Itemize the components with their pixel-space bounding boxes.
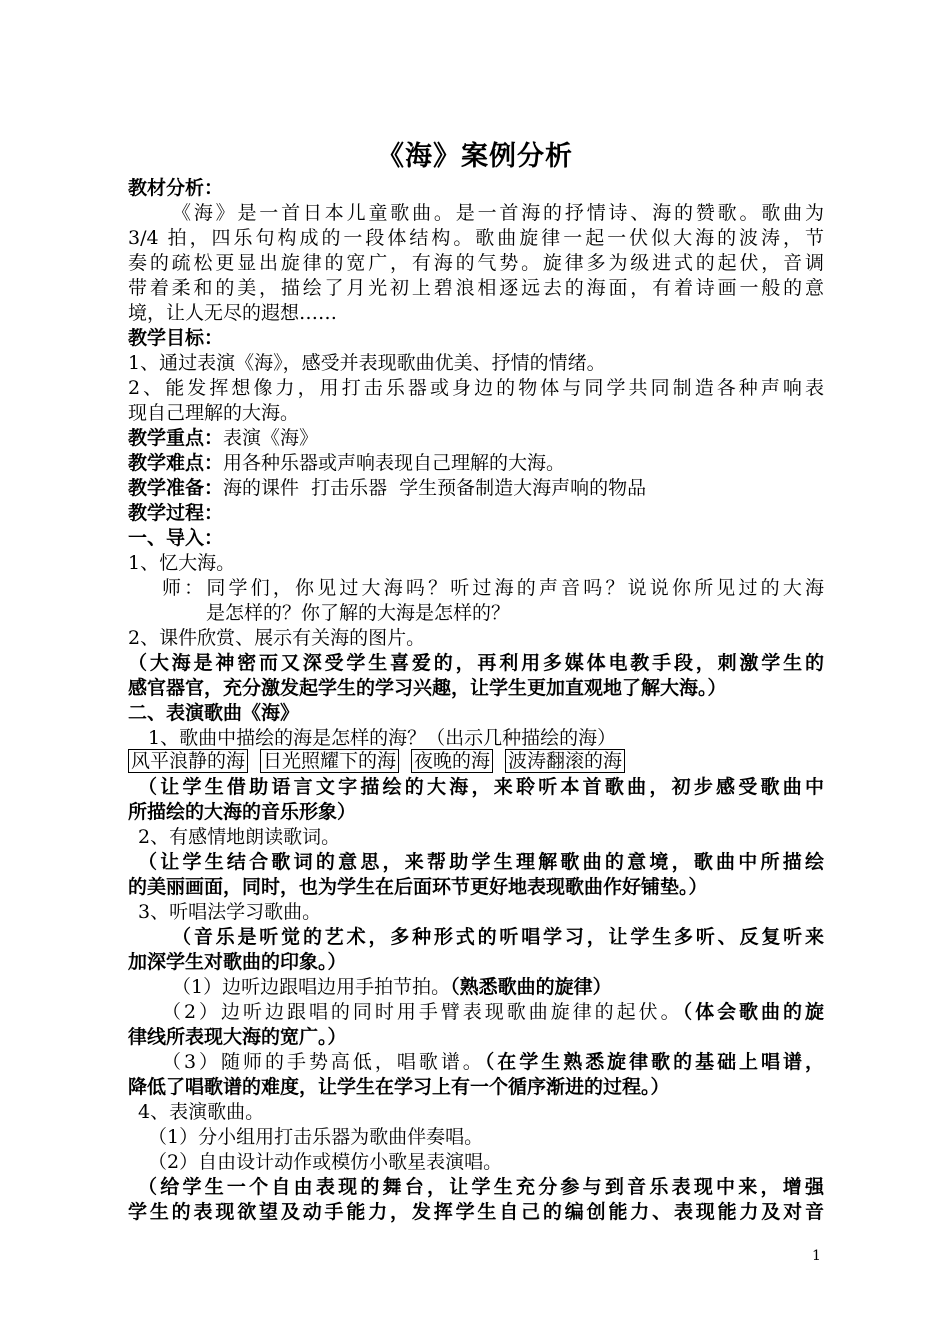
goal-item: 现自己理解的大海。 — [128, 402, 300, 424]
teacher-line: 师：同学们，你见过大海吗？听过海的声音吗？说说你所见过的大海 — [162, 577, 824, 599]
section-heading-material: 教材分析： — [128, 177, 224, 199]
design-note: （让学生结合歌词的意思，来帮助学生理解歌曲的意境，歌曲中所描绘 — [138, 851, 824, 873]
design-note: 所描绘的大海的音乐形象） — [128, 801, 357, 823]
perform-subitem: （1）分小组用打击乐器为歌曲伴奏唱。 — [148, 1126, 484, 1148]
perform-item: 4、表演歌曲。 — [138, 1101, 265, 1123]
paragraph-line: 奏的疏松更显出旋律的宽广，有海的气势。旋律多为级进式的起伏，音调 — [128, 252, 824, 274]
design-note: 学生的表现欲望及动手能力，发挥学生自己的编创能力、表现能力及对音 — [128, 1201, 824, 1223]
learning-step-text: （2）边听边跟唱的同时用手臂表现歌曲旋律的起伏。 — [162, 1001, 683, 1023]
sea-box: 风平浪静的海 — [128, 749, 248, 773]
difficult-point-text: 用各种乐器或声响表现自己理解的大海。 — [223, 452, 566, 474]
perform-item: 3、听唱法学习歌曲。 — [138, 901, 322, 923]
perform-item: 1、歌曲中描绘的海是怎样的海？（出示几种描绘的海） — [148, 727, 617, 749]
paragraph-line: 《海》是一首日本儿童歌曲。是一首海的抒情诗、海的赞歌。歌曲为 — [172, 202, 824, 224]
paragraph-line: 境，让人无尽的遐想…… — [128, 302, 338, 324]
difficult-point — [128, 451, 828, 475]
paragraph-line: 3/4 拍，四乐句构成的一段体结构。歌曲旋律一起一伏似大海的波涛，节 — [128, 227, 824, 249]
sea-box: 波涛翻滚的海 — [505, 749, 625, 773]
design-note: 加深学生对歌曲的印象。） — [128, 951, 347, 973]
learning-step-note: 降低了唱歌谱的难度，让学生在学习上有一个循序渐进的过程。） — [128, 1076, 670, 1098]
learning-step — [162, 1050, 824, 1074]
learning-step — [162, 1000, 824, 1024]
goal-item: 1、通过表演《海》，感受并表现歌曲优美、抒情的情绪。 — [128, 352, 606, 374]
perform-subitem: （2）自由设计动作或模仿小歌星表演唱。 — [148, 1151, 503, 1173]
section-heading-process: 教学过程： — [128, 502, 224, 524]
key-point-label: 教学重点： — [128, 427, 224, 449]
intro-item: 2、课件欣赏、展示有关海的图片。 — [128, 627, 426, 649]
preparation-label: 教学准备： — [128, 477, 224, 499]
preparation — [128, 476, 828, 500]
sea-box: 夜晚的海 — [411, 749, 493, 773]
teacher-line: 是怎样的？你了解的大海是怎样的？ — [206, 602, 511, 624]
key-point — [128, 426, 828, 450]
paragraph-line: 带着柔和的美，描绘了月光初上碧浪相逐远去的海面，有着诗画一般的意 — [128, 277, 824, 299]
sea-box: 日光照耀下的海 — [260, 749, 399, 773]
design-note: （大海是神密而又深受学生喜爱的，再利用多媒体电教手段，刺激学生的 — [128, 652, 824, 674]
step-heading-perform: 二、表演歌曲《海》 — [128, 702, 300, 724]
learning-step-note: 律线所表现大海的宽广。） — [128, 1026, 347, 1048]
learning-step — [172, 975, 872, 999]
learning-step-text: （1）边听边跟唱边用手拍节拍。 — [172, 976, 451, 998]
page-number: 1 — [812, 1248, 821, 1264]
design-note: （给学生一个自由表现的舞台，让学生充分参与到音乐表现中来，增强 — [138, 1176, 824, 1198]
sea-description-boxes — [128, 749, 828, 773]
design-note: 感官器官，充分激发起学生的学习兴趣，让学生更加直观地了解大海。） — [128, 677, 727, 699]
goal-item: 2、能发挥想像力，用打击乐器或身边的物体与同学共同制造各种声响表 — [128, 377, 824, 399]
design-note: （音乐是听觉的艺术，多种形式的听唱学习，让学生多听、反复听来 — [172, 926, 824, 948]
learning-step-note: （熟悉歌曲的旋律） — [450, 976, 612, 998]
intro-item: 1、忆大海。 — [128, 552, 236, 574]
design-note: （让学生借助语言文字描绘的大海，来聆听本首歌曲，初步感受歌曲中 — [138, 776, 824, 798]
difficult-point-label: 教学难点： — [128, 452, 224, 474]
page-title: 《海》案例分析 — [377, 141, 573, 172]
learning-step-note: （在学生熟悉旋律歌的基础上唱谱， — [484, 1051, 824, 1073]
key-point-text: 表演《海》 — [223, 427, 319, 449]
section-heading-goals: 教学目标： — [128, 327, 224, 349]
design-note: 的美丽画面，同时，也为学生在后面环节更好地表现歌曲作好铺垫。） — [128, 876, 708, 898]
perform-item: 2、有感情地朗读歌词。 — [138, 826, 341, 848]
preparation-text: 海的课件 打击乐器 学生预备制造大海声响的物品 — [223, 477, 647, 499]
learning-step-text: （3）随师的手势高低，唱歌谱。 — [162, 1051, 485, 1073]
learning-step-note: （体会歌曲的旋 — [682, 1001, 824, 1023]
step-heading-intro: 一、导入： — [128, 527, 224, 549]
